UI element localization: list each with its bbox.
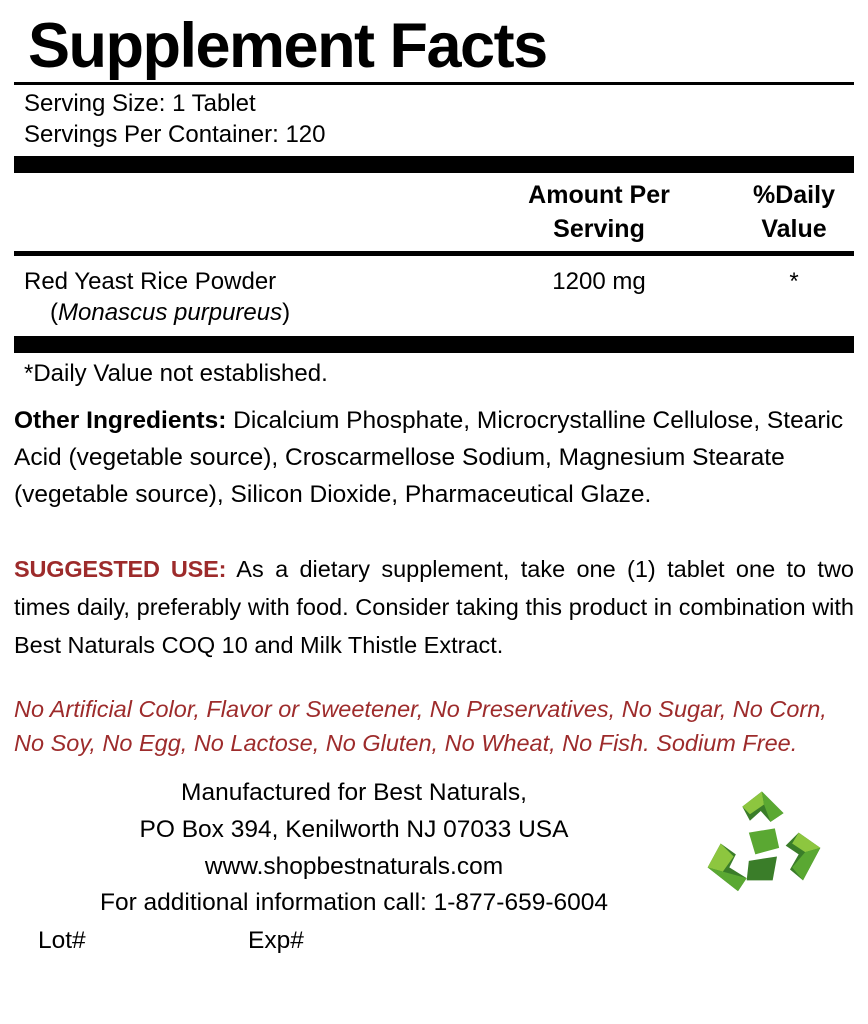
ingredient-daily-value: * <box>789 267 799 295</box>
ingredient-name-cell <box>14 266 464 328</box>
column-header-amount-line1: Amount Per <box>528 181 670 210</box>
lot-exp-row <box>24 924 684 958</box>
manufacturer-block <box>14 775 684 958</box>
rule-thick-header <box>14 156 854 173</box>
manufacturer-line: Manufactured for Best Naturals, <box>181 779 527 807</box>
free-from-claims: No Artificial Color, Flavor or Sweetener, No Preservatives, No Sugar, No Corn, No Soy, No Egg, No Lactose, No Gluten, No Wheat, No Fish. Sodium Free. <box>14 695 827 757</box>
suggested-use <box>14 550 854 664</box>
panel-title: Supplement Facts <box>28 11 547 81</box>
supplement-facts-panel <box>14 11 854 389</box>
column-header-amount-line2: Serving <box>553 214 645 243</box>
serving-info <box>24 89 854 150</box>
phone-line: For additional information call: 1-877-659-6004 <box>100 889 608 917</box>
serving-size: Serving Size: 1 Tablet <box>24 90 256 118</box>
website-line[interactable]: www.shopbestnaturals.com <box>204 852 504 880</box>
daily-value-footnote: *Daily Value not established. <box>24 360 328 388</box>
lot-label: Lot# <box>38 927 86 955</box>
ingredient-scientific-name-italic: Monascus purpureus <box>58 298 283 326</box>
column-header-daily-value <box>734 179 854 247</box>
suggested-use-text: As a dietary supplement, take one (1) tablet one to two times daily, preferably with food. Consider taking this product in combination with Best Naturals COQ 10 and Milk Thistle Extract. <box>14 555 854 658</box>
ingredient-amount: 1200 mg <box>552 267 646 295</box>
ingredient-name: Red Yeast Rice Powder <box>24 267 277 295</box>
recycle-icon <box>684 775 854 920</box>
suggested-use-heading: SUGGESTED USE: <box>14 555 227 582</box>
column-header-dv-line2: Value <box>761 214 827 243</box>
rule-thin-top <box>14 82 854 85</box>
column-header-dv-line1: %Daily <box>753 181 835 210</box>
rule-thick-bottom <box>14 336 854 353</box>
column-header-amount <box>464 179 734 247</box>
exp-label: Exp# <box>248 927 304 955</box>
panel-column-headers <box>14 173 854 251</box>
ingredient-scientific-name: (Monascus purpureus) <box>50 298 291 326</box>
other-ingredients <box>14 403 854 513</box>
table-row <box>14 256 854 336</box>
other-ingredients-text: Dicalcium Phosphate, Microcrystalline Cellulose, Stearic Acid (vegetable source), Croscarmellose Sodium, Magnesium Stearate (vegetable source), Silicon Dioxide, Pharmaceutical Glaze. <box>14 407 844 508</box>
footer <box>14 775 854 958</box>
address-line: PO Box 394, Kenilworth NJ 07033 USA <box>139 815 569 843</box>
other-ingredients-heading: Other Ingredients: <box>14 407 227 435</box>
servings-per-container: Servings Per Container: 120 <box>24 120 326 148</box>
